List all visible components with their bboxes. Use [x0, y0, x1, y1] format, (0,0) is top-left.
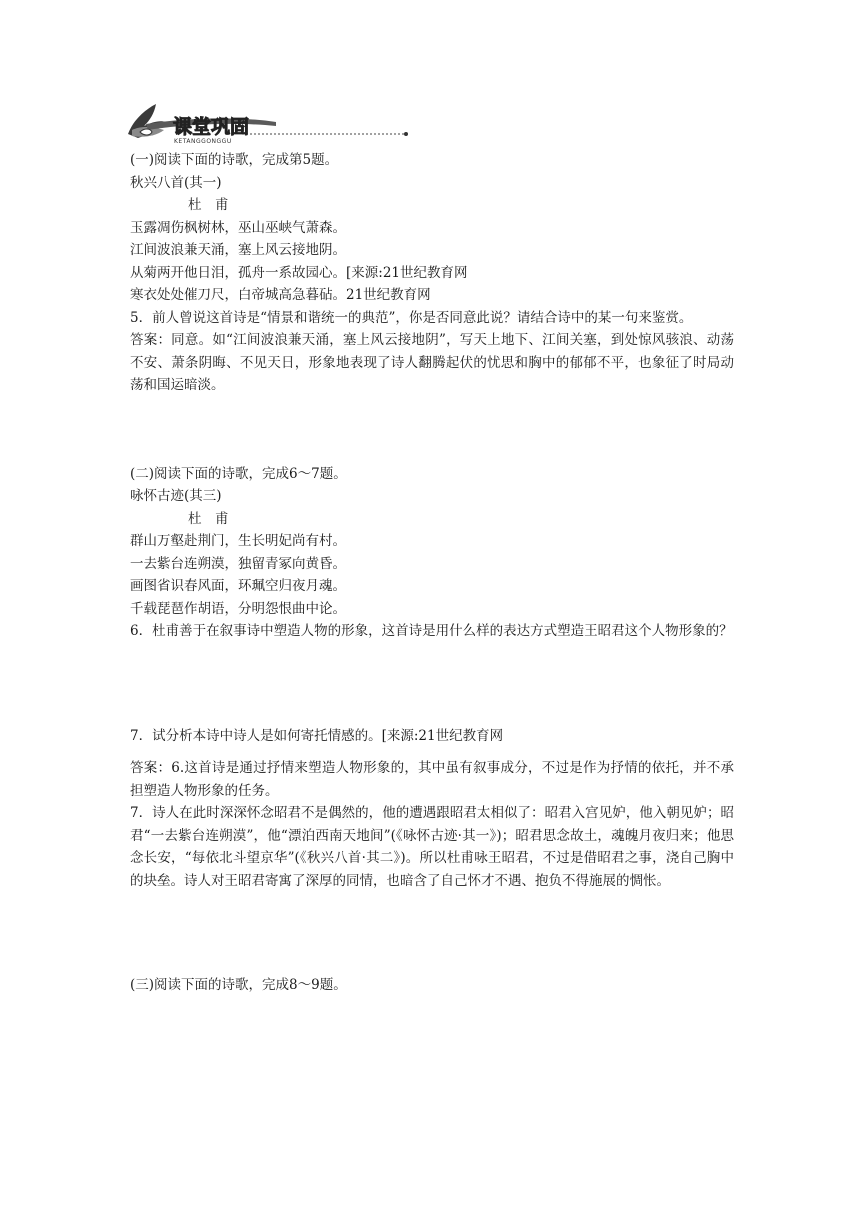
logo-subtitle: KETANGGONGGU	[174, 138, 232, 145]
poem-1-title: 秋兴八首(其一)	[130, 174, 222, 191]
question-6: 6．杜甫善于在叙事诗中塑造人物的形象，这首诗是用什么样的表达方式塑造王昭君这个人物形象的？	[130, 623, 733, 639]
poem-1-line: 寒衣处处催刀尺，白帝城高急暮砧。21世纪教育网	[130, 287, 431, 303]
document-body	[130, 149, 734, 997]
section-2-heading: (二)阅读下面的诗歌，完成6～7题。	[130, 465, 347, 482]
poem-2-title: 咏怀古迹(其三)	[130, 488, 222, 504]
brush-swoosh-icon	[126, 100, 426, 152]
poem-2-line: 画图省识春风面，环珮空归夜月魂。	[130, 578, 346, 594]
poem-1-line: 从菊两开他日泪，孤舟一系故园心。[来源:21世纪教育网	[130, 264, 468, 281]
answer-6: 答案：6.这首诗是通过抒情来塑造人物形象的，其中虽有叙事成分，不过是作为抒情的依托，并不承担塑造人物形象的任务。	[130, 760, 734, 799]
poem-1-line: 玉露凋伤枫树林，巫山巫峡气萧森。	[130, 219, 346, 236]
answer-7: 7．诗人在此时深深怀念昭君不是偶然的，他的遭遇跟昭君太相似了：昭君入宫见妒，他入朝见妒；昭君“一去紫台连朔漠”，他“漂泊西南天地间”(《咏怀古迹·其一》)；昭君思念故土，魂魄月夜归来；他思念长安，“每依北斗望京华”(《秋兴八首·其二》)。所以杜甫咏王昭君，不过是借昭君之事，浇自己胸中的块垒。诗人对王昭君寄寓了深厚的同情，也暗含了自己怀才不遇、抱负不得施展的惆怅。	[130, 805, 734, 889]
answer-5: 答案：同意。如“江间波浪兼天涌，塞上风云接地阴”，写天上地下、江间关塞，到处惊风骇浪、动荡不安、萧条阴晦、不见天日，形象地表现了诗人翻腾起伏的忧思和胸中的郁郁不平，也象征了时局动荡和国运暗淡。	[130, 332, 734, 393]
logo-title: 课堂巩固	[173, 116, 250, 138]
section-1-heading: (一)阅读下面的诗歌，完成第5题。	[130, 152, 339, 168]
poem-2-line: 千载琵琶作胡语，分明怨恨曲中论。	[130, 600, 346, 617]
poem-2-author: 杜 甫	[188, 510, 229, 527]
poem-1-line: 江间波浪兼天涌，塞上风云接地阴。	[130, 242, 346, 258]
poem-2-line: 群山万壑赴荆门，生长明妃尚有村。	[130, 533, 346, 549]
poem-2-line: 一去紫台连朔漠，独留青冢向黄昏。	[130, 555, 346, 572]
question-7: 7．试分析本诗中诗人是如何寄托情感的。[来源:21世纪教育网	[130, 727, 504, 744]
section-3-heading: (三)阅读下面的诗歌，完成8～9题。	[130, 977, 347, 993]
poem-1-author: 杜 甫	[188, 197, 229, 213]
question-5: 5．前人曾说这首诗是“情景和谐统一的典范”，你是否同意此说？请结合诗中的某一句来鉴赏。	[130, 309, 693, 326]
section-header-logo	[126, 100, 426, 152]
